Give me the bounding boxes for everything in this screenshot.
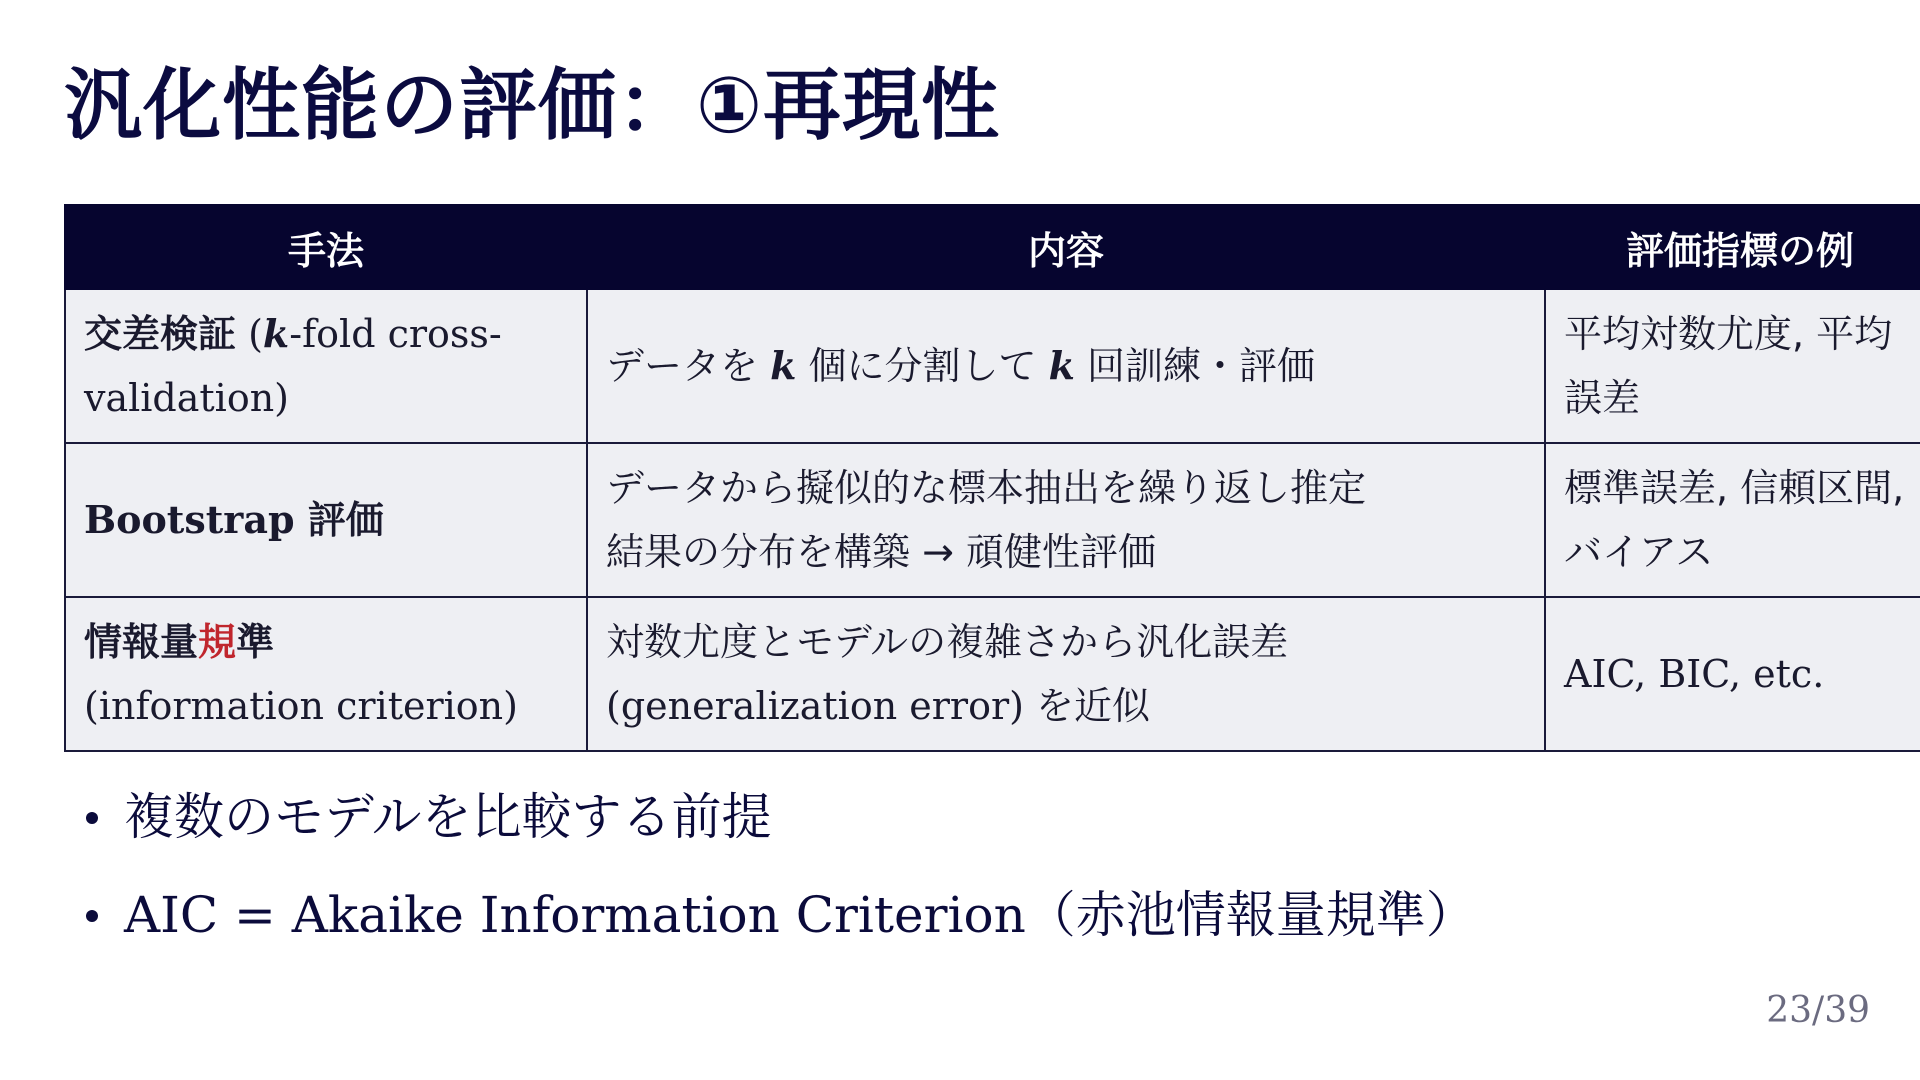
method-paren-open: ( bbox=[236, 312, 263, 356]
bullet-dot-icon bbox=[86, 910, 98, 922]
bullet-dot-icon bbox=[86, 812, 98, 824]
table-row bbox=[65, 289, 1920, 443]
content-text-jp: を近似 bbox=[1023, 684, 1151, 728]
content-text: 個に分割して bbox=[796, 344, 1049, 388]
methods-table bbox=[64, 204, 1920, 752]
bullet-text-jp: （赤池情報量規準） bbox=[1025, 886, 1476, 944]
method-name-jp-part: 準 bbox=[236, 620, 275, 664]
method-name-jp: 評価 bbox=[294, 498, 384, 542]
page-number bbox=[1766, 990, 1870, 1031]
content-cell bbox=[587, 597, 1545, 751]
method-name-en: Bootstrap bbox=[84, 497, 295, 542]
page-current: 23 bbox=[1766, 990, 1813, 1031]
bullet-text-en: AIC = Akaike Information Criterion bbox=[124, 886, 1026, 944]
method-name-jp: 交差検証 bbox=[84, 312, 237, 356]
table-header-row bbox=[65, 205, 1920, 289]
highlighted-char: 規 bbox=[198, 620, 237, 664]
content-line bbox=[606, 674, 1526, 738]
method-name-en: (information criterion) bbox=[84, 684, 518, 728]
content-cell bbox=[587, 289, 1545, 443]
metrics-cell: 標準誤差, 信頼区間, バイアス bbox=[1545, 443, 1920, 597]
k-symbol: k bbox=[262, 311, 290, 356]
content-text: 回訓練・評価 bbox=[1074, 344, 1316, 388]
method-name-jp-part: 情報量 bbox=[84, 620, 199, 664]
content-line: 結果の分布を構築 → 頑健性評価 bbox=[606, 530, 1156, 574]
method-name-jp bbox=[84, 610, 568, 674]
content-cell bbox=[587, 443, 1545, 597]
page-total: 39 bbox=[1824, 990, 1870, 1031]
content-line: 対数尤度とモデルの複雑さから汎化誤差 bbox=[606, 620, 1289, 664]
method-name-en: -fold cross-validation) bbox=[84, 312, 502, 420]
bullet-item bbox=[80, 866, 1476, 964]
content-text: データを bbox=[606, 344, 771, 388]
table-row bbox=[65, 597, 1920, 751]
header-method: 手法 bbox=[65, 205, 587, 289]
metrics-cell: 平均対数尤度, 平均誤差 bbox=[1545, 289, 1920, 443]
method-cell bbox=[65, 597, 587, 751]
metrics-cell: AIC, BIC, etc. bbox=[1545, 597, 1920, 751]
header-metrics: 評価指標の例 bbox=[1545, 205, 1920, 289]
bullet-text: 複数のモデルを比較する前提 bbox=[124, 788, 772, 846]
method-cell bbox=[65, 443, 587, 597]
k-symbol: k bbox=[1048, 343, 1075, 388]
header-content: 内容 bbox=[587, 205, 1545, 289]
bullet-list bbox=[80, 768, 1476, 964]
table-row bbox=[65, 443, 1920, 597]
bullet-item bbox=[80, 768, 1476, 866]
slide-title: 汎化性能の評価：①再現性 bbox=[64, 61, 1001, 151]
page-separator: / bbox=[1812, 990, 1825, 1031]
content-text-en: (generalization error) bbox=[606, 684, 1024, 728]
content-line: データから擬似的な標本抽出を繰り返し推定 bbox=[606, 466, 1367, 510]
k-symbol: k bbox=[770, 343, 797, 388]
method-cell bbox=[65, 289, 587, 443]
